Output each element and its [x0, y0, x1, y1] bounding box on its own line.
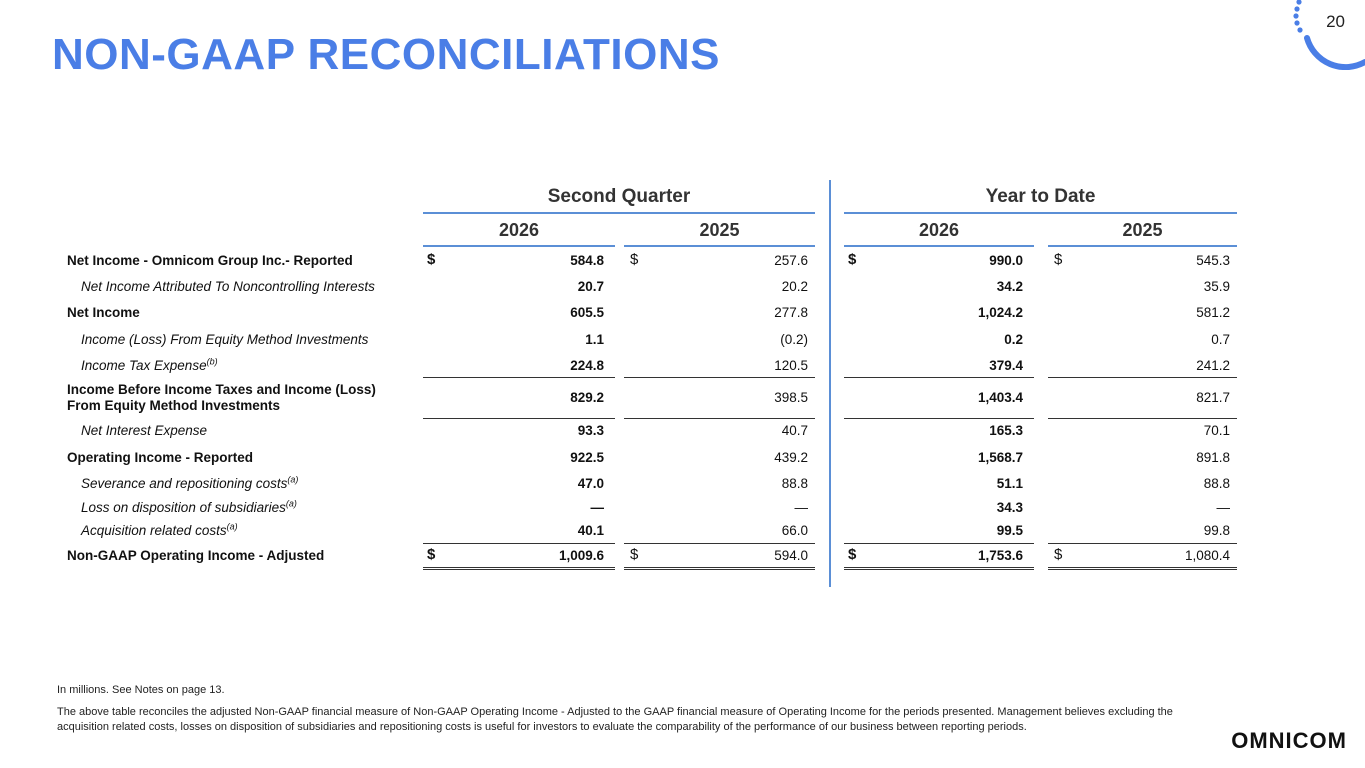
row-label: Income Tax Expense$^{(b)}$	[81, 356, 218, 373]
currency-symbol: $	[427, 251, 436, 268]
rule	[1048, 245, 1237, 247]
value-cell: 34.2	[996, 279, 1023, 294]
double-rule	[423, 567, 615, 570]
value-cell: 277.8	[774, 305, 808, 320]
rule	[624, 418, 815, 419]
currency-symbol: $	[848, 251, 857, 268]
row-label: Loss on disposition of subsidiaries$^{(a)}$	[81, 498, 297, 515]
footnote-marker: (a)	[287, 474, 299, 485]
value-cell: 594.0	[774, 548, 808, 563]
value-cell: 93.3	[577, 423, 604, 438]
value-cell: 821.7	[1196, 390, 1230, 405]
row-label: Acquisition related costs$^{(a)}$	[81, 521, 238, 538]
double-rule	[844, 567, 1034, 570]
value-cell: (0.2)	[780, 332, 808, 347]
currency-symbol: $	[1054, 251, 1063, 268]
rule	[844, 212, 1237, 214]
value-cell: —	[590, 500, 604, 515]
value-cell: 35.9	[1203, 279, 1230, 294]
value-cell: 88.8	[1203, 476, 1230, 491]
row-label: Income Before Income Taxes and Income (Loss) From Equity Method Investments	[67, 382, 376, 413]
row-label: Net Income Attributed To Noncontrolling Interests	[81, 279, 375, 294]
value-cell: 70.1	[1203, 423, 1230, 438]
row-label: Net Income - Omnicom Group Inc.- Reported	[67, 253, 353, 268]
year-header: 2026	[918, 220, 960, 240]
value-cell: 34.3	[996, 500, 1023, 515]
value-cell: 922.5	[570, 450, 604, 465]
value-cell: 20.7	[577, 279, 604, 294]
page-number: 20	[1326, 12, 1345, 31]
currency-symbol: $	[630, 546, 639, 563]
value-cell: 0.2	[1004, 332, 1023, 347]
value-cell: 1,568.7	[977, 450, 1023, 465]
value-cell: 379.4	[989, 358, 1023, 373]
value-cell: 605.5	[570, 305, 604, 320]
currency-symbol: $	[1054, 546, 1063, 563]
explanation-note: The above table reconciles the adjusted Non-GAAP financial measure of Non-GAAP Operating Income - Adjusted to the GAAP financial measure of Operating Income for the periods presented. Management believes excluding the acquisition related costs, losses on disposition of subsidiaries and repositioning costs is useful for investors to evaluate the comparability of the performance of our business between reporting periods.	[57, 706, 1173, 733]
rule	[423, 377, 615, 378]
value-cell: 1,753.6	[977, 548, 1023, 563]
currency-symbol: $	[630, 251, 639, 268]
rule	[423, 418, 615, 419]
value-cell: 51.1	[996, 476, 1023, 491]
value-cell: 829.2	[570, 390, 604, 405]
value-cell: 241.2	[1196, 358, 1230, 373]
value-cell: 40.7	[781, 423, 808, 438]
double-rule	[624, 567, 815, 570]
value-cell: 99.8	[1203, 523, 1230, 538]
group-header: Second Quarter	[547, 186, 691, 207]
rule	[1048, 543, 1237, 544]
rule	[1048, 377, 1237, 378]
value-cell: 1,080.4	[1184, 548, 1230, 563]
rule	[844, 377, 1034, 378]
row-label: Net Income	[67, 305, 140, 320]
rule	[844, 418, 1034, 419]
value-cell: 165.3	[989, 423, 1023, 438]
year-header: 2026	[498, 220, 540, 240]
row-label: Income (Loss) From Equity Method Investments	[81, 332, 369, 347]
value-cell: 891.8	[1196, 450, 1230, 465]
units-note: In millions. See Notes on page 13.	[57, 684, 225, 696]
row-label: Operating Income - Reported	[67, 450, 254, 465]
value-cell: 584.8	[570, 253, 604, 268]
page-title: NON-GAAP RECONCILIATIONS	[52, 30, 720, 79]
value-cell: 47.0	[577, 476, 604, 491]
rule	[1048, 418, 1237, 419]
footnote-marker: (a)	[285, 498, 297, 509]
footnote-marker: (a)	[226, 521, 238, 532]
value-cell: 1,024.2	[977, 305, 1023, 320]
year-header: 2025	[699, 220, 740, 240]
rule	[844, 543, 1034, 544]
value-cell: 99.5	[996, 523, 1023, 538]
value-cell: —	[1216, 500, 1230, 515]
value-cell: 1,403.4	[977, 390, 1023, 405]
rule	[624, 377, 815, 378]
rule	[423, 543, 615, 544]
row-label: Severance and repositioning costs$^{(a)}$	[81, 474, 299, 491]
value-cell: 120.5	[774, 358, 808, 373]
year-header: 2025	[1122, 220, 1163, 240]
value-cell: 257.6	[774, 253, 808, 268]
row-label: Net Interest Expense	[81, 423, 208, 438]
value-cell: 66.0	[781, 523, 808, 538]
group-header: Year to Date	[985, 186, 1096, 207]
value-cell: 88.8	[781, 476, 808, 491]
value-cell: 581.2	[1196, 305, 1230, 320]
value-cell: 1.1	[585, 332, 604, 347]
rule	[423, 212, 815, 214]
value-cell: 1,009.6	[558, 548, 604, 563]
value-cell: 398.5	[774, 390, 808, 405]
rule	[844, 245, 1034, 247]
group-divider	[829, 180, 831, 587]
value-cell: 40.1	[577, 523, 604, 538]
value-cell: 545.3	[1196, 253, 1230, 268]
value-cell: 0.7	[1211, 332, 1230, 347]
value-cell: —	[794, 500, 808, 515]
value-cell: 20.2	[781, 279, 808, 294]
value-cell: 224.8	[570, 358, 604, 373]
omnicom-logo: OMNICOM	[1231, 728, 1347, 753]
footnote-marker: (b)	[206, 356, 218, 367]
currency-symbol: $	[427, 546, 436, 563]
rule	[624, 245, 815, 247]
value-cell: 439.2	[774, 450, 808, 465]
value-cell: 990.0	[989, 253, 1023, 268]
rule	[423, 245, 615, 247]
double-rule	[1048, 567, 1237, 570]
rule	[624, 543, 815, 544]
currency-symbol: $	[848, 546, 857, 563]
row-label: Non-GAAP Operating Income - Adjusted	[67, 548, 325, 563]
